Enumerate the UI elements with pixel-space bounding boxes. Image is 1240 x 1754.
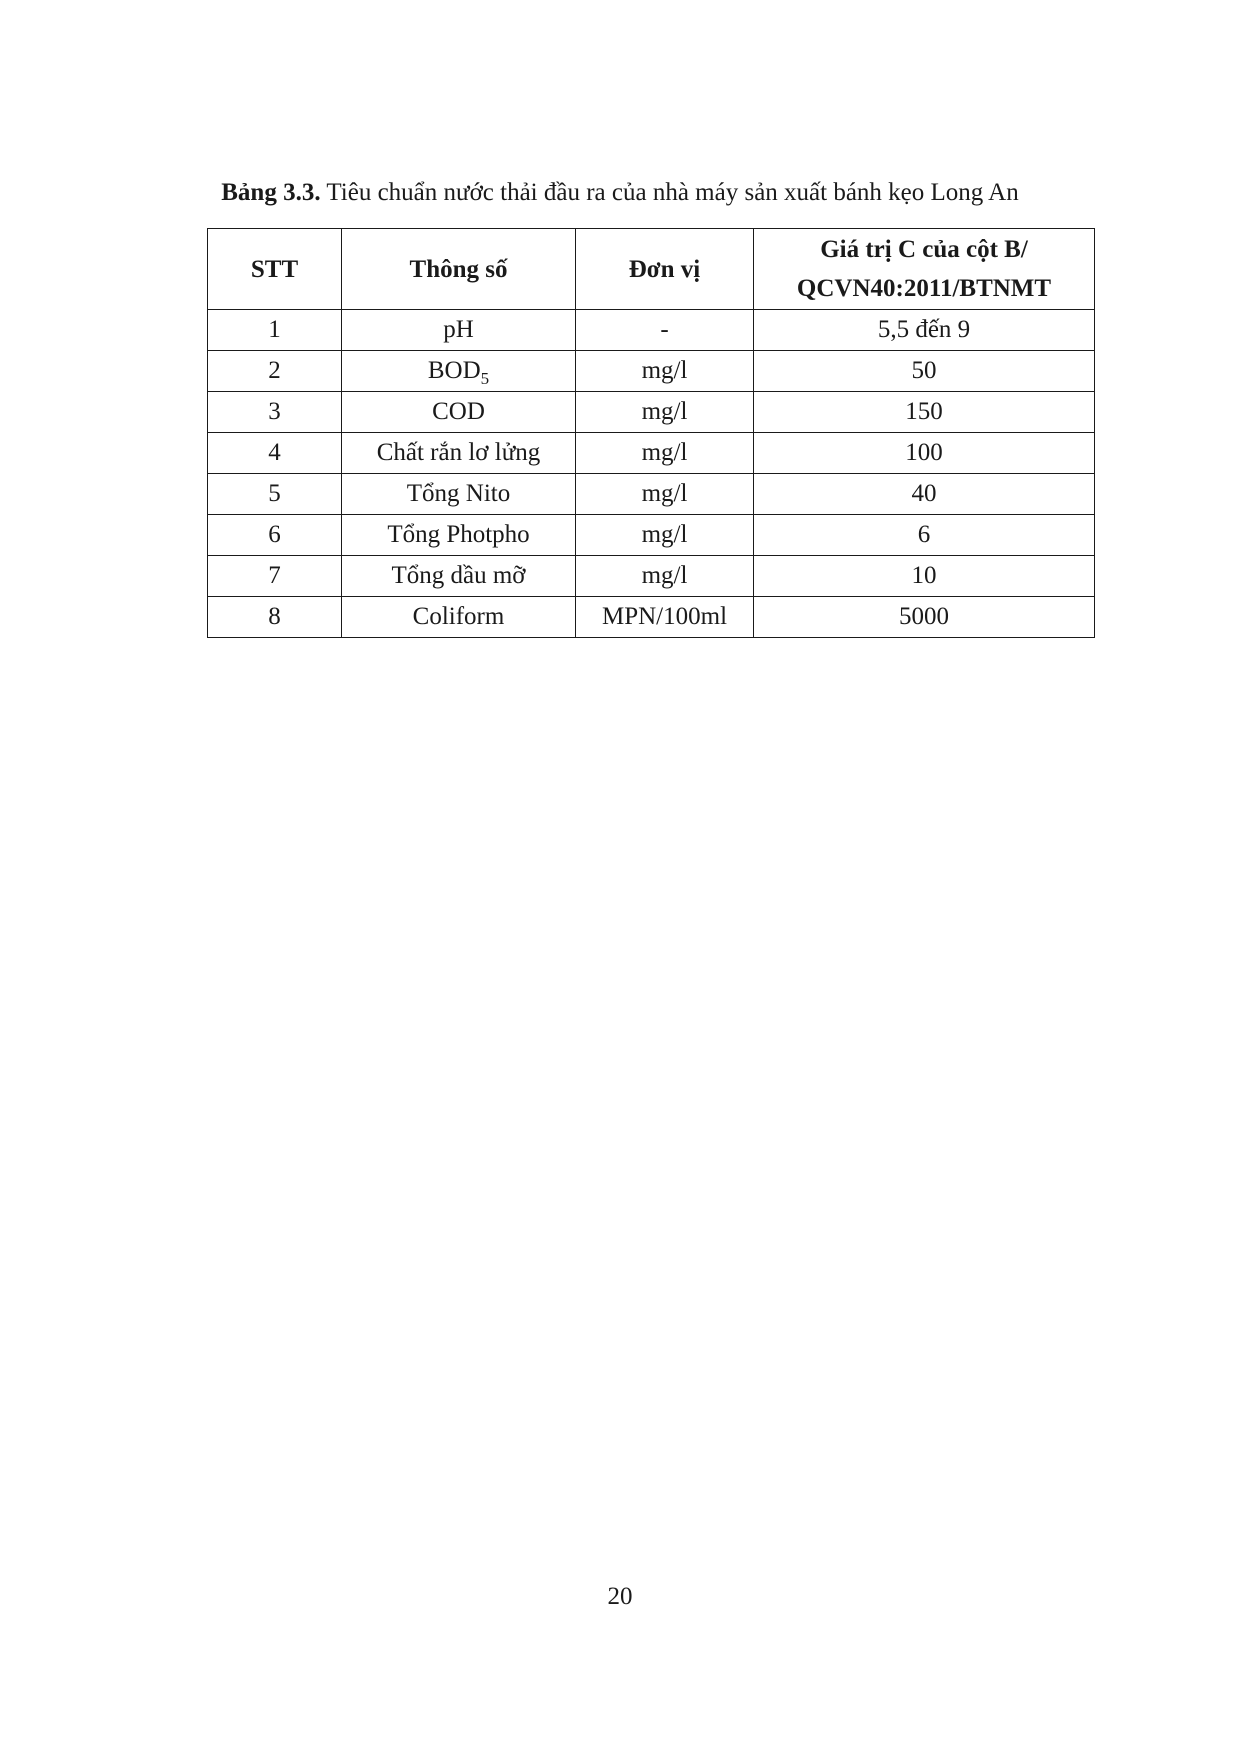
cell-unit: mg/l (576, 392, 754, 433)
cell-stt: 5 (208, 474, 342, 515)
cell-stt: 8 (208, 597, 342, 638)
header-value-line1: Giá trị C của cột B/ (820, 236, 1028, 263)
cell-unit: mg/l (576, 474, 754, 515)
parameter-text: Chất rắn lơ lửng (376, 439, 541, 466)
cell-parameter (342, 351, 576, 392)
standards-table (207, 228, 1095, 638)
page-number: 20 (607, 1583, 633, 1610)
header-value (754, 229, 1095, 310)
caption-label: Bảng 3.3. (221, 179, 321, 206)
table-row (208, 433, 1095, 474)
cell-stt: 7 (208, 556, 342, 597)
cell-unit: mg/l (576, 433, 754, 474)
table-row (208, 556, 1095, 597)
cell-value: 50 (754, 351, 1095, 392)
table-row (208, 474, 1095, 515)
table-row (208, 597, 1095, 638)
table-row (208, 351, 1095, 392)
cell-value: 6 (754, 515, 1095, 556)
header-parameter: Thông số (342, 229, 576, 310)
table-row (208, 392, 1095, 433)
table-header-row (208, 229, 1095, 310)
parameter-text: Tổng Nito (406, 480, 511, 507)
cell-parameter (342, 556, 576, 597)
header-unit: Đơn vị (576, 229, 754, 310)
cell-unit: MPN/100ml (576, 597, 754, 638)
parameter-text: Tổng Photpho (387, 521, 530, 548)
parameter-text: pH (443, 316, 474, 343)
cell-unit: mg/l (576, 515, 754, 556)
cell-parameter (342, 392, 576, 433)
cell-value: 100 (754, 433, 1095, 474)
cell-parameter (342, 597, 576, 638)
cell-value: 150 (754, 392, 1095, 433)
cell-parameter (342, 310, 576, 351)
parameter-subscript: 5 (480, 369, 490, 388)
cell-stt: 2 (208, 351, 342, 392)
cell-value: 40 (754, 474, 1095, 515)
cell-value: 10 (754, 556, 1095, 597)
cell-value: 5000 (754, 597, 1095, 638)
cell-stt: 6 (208, 515, 342, 556)
header-stt: STT (208, 229, 342, 310)
cell-parameter (342, 515, 576, 556)
table-caption (0, 176, 1240, 210)
cell-unit: - (576, 310, 754, 351)
parameter-text: Tổng dầu mỡ (391, 562, 526, 589)
cell-stt: 4 (208, 433, 342, 474)
cell-stt: 1 (208, 310, 342, 351)
cell-unit: mg/l (576, 351, 754, 392)
parameter-text: Coliform (412, 603, 505, 630)
caption-text: Tiêu chuẩn nước thải đầu ra của nhà máy sản xuất bánh kẹo Long An (320, 179, 1019, 206)
parameter-text: COD (432, 398, 485, 425)
header-value-line2: QCVN40:2011/BTNMT (796, 275, 1052, 302)
cell-parameter (342, 474, 576, 515)
cell-parameter (342, 433, 576, 474)
table-row (208, 310, 1095, 351)
parameter-text: BOD (427, 357, 481, 384)
cell-stt: 3 (208, 392, 342, 433)
cell-unit: mg/l (576, 556, 754, 597)
cell-value: 5,5 đến 9 (754, 310, 1095, 351)
table-row (208, 515, 1095, 556)
